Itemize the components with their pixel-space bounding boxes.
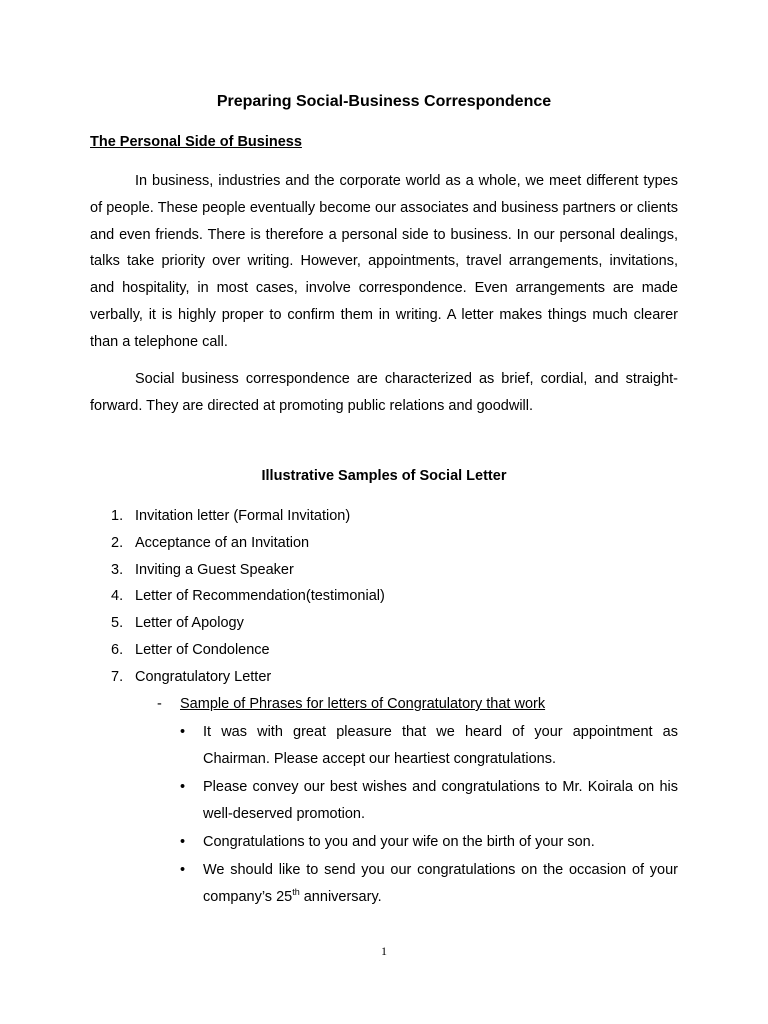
list-number: 2. <box>111 534 124 551</box>
list-text: Letter of Apology <box>135 615 244 632</box>
list-number: 4. <box>111 588 124 605</box>
list-number: 6. <box>111 641 124 658</box>
bullet-item <box>180 829 678 856</box>
list-number: 3. <box>111 561 124 578</box>
bullet-text: It was with great pleasure that we heard of your appointment as Chairman. Please accept our heartiest congratulations. <box>203 724 678 767</box>
list-text: Acceptance of an Invitation <box>135 534 310 551</box>
bullet-item <box>180 857 678 911</box>
list-number: 1. <box>111 508 124 524</box>
list-text: Letter of Recommendation(testimonial) <box>135 588 385 605</box>
list-text: Invitation letter (Formal Invitation) <box>135 508 351 524</box>
list-number: 5. <box>111 615 124 632</box>
phrases-subheading-text: Sample of Phrases for letters of Congratulatory that work <box>180 696 546 712</box>
bullet-icon: • <box>180 862 186 878</box>
bullet-text: Congratulations to you and your wife on the birth of your son. <box>203 834 595 850</box>
samples-heading: Illustrative Samples of Social Letter <box>261 468 507 484</box>
section-heading: The Personal Side of Business <box>90 134 302 150</box>
bullet-text: Please convey our best wishes and congratulations to Mr. Koirala on his well-deserved promotion. <box>203 779 678 822</box>
phrases-bullet-list <box>180 719 678 912</box>
page-number: 1 <box>381 944 387 958</box>
dash-marker: - <box>157 696 162 712</box>
list-number: 7. <box>111 668 124 685</box>
paragraph-intro: In business, industries and the corporate world as a whole, we meet different types of people. These people eventually become our associates and business partners or clients and even friends. There is therefore a personal side to business. In our personal dealings, talks take priority over writing. However, appointments, travel arrangements, invitations, and hospitality, in most cases, involve correspondence. Even arrangements are made verbally, it is highly proper to confirm them in writing. A letter makes things much clearer than a telephone call. <box>90 173 678 350</box>
list-text: Inviting a Guest Speaker <box>135 561 294 578</box>
bullet-icon: • <box>180 724 186 740</box>
bullet-icon: • <box>180 834 186 850</box>
list-text: Congratulatory Letter <box>135 668 272 685</box>
bullet-icon: • <box>180 779 186 795</box>
document-page <box>90 0 678 1024</box>
list-text: Letter of Condolence <box>135 641 270 658</box>
document-title: Preparing Social-Business Correspondence <box>216 93 552 110</box>
bullet-text-after: anniversary. <box>299 889 382 905</box>
ordinal-suffix: th <box>292 887 300 898</box>
paragraph-characteristics: Social business correspondence are characterized as brief, cordial, and straight-forward. They are directed at promoting public relations and goodwill. <box>90 371 678 414</box>
bullet-item <box>180 719 678 773</box>
bullet-text-before: We should like to send you our congratulations on the occasion of your company’s 25 <box>203 862 678 905</box>
bullet-item <box>180 774 678 828</box>
